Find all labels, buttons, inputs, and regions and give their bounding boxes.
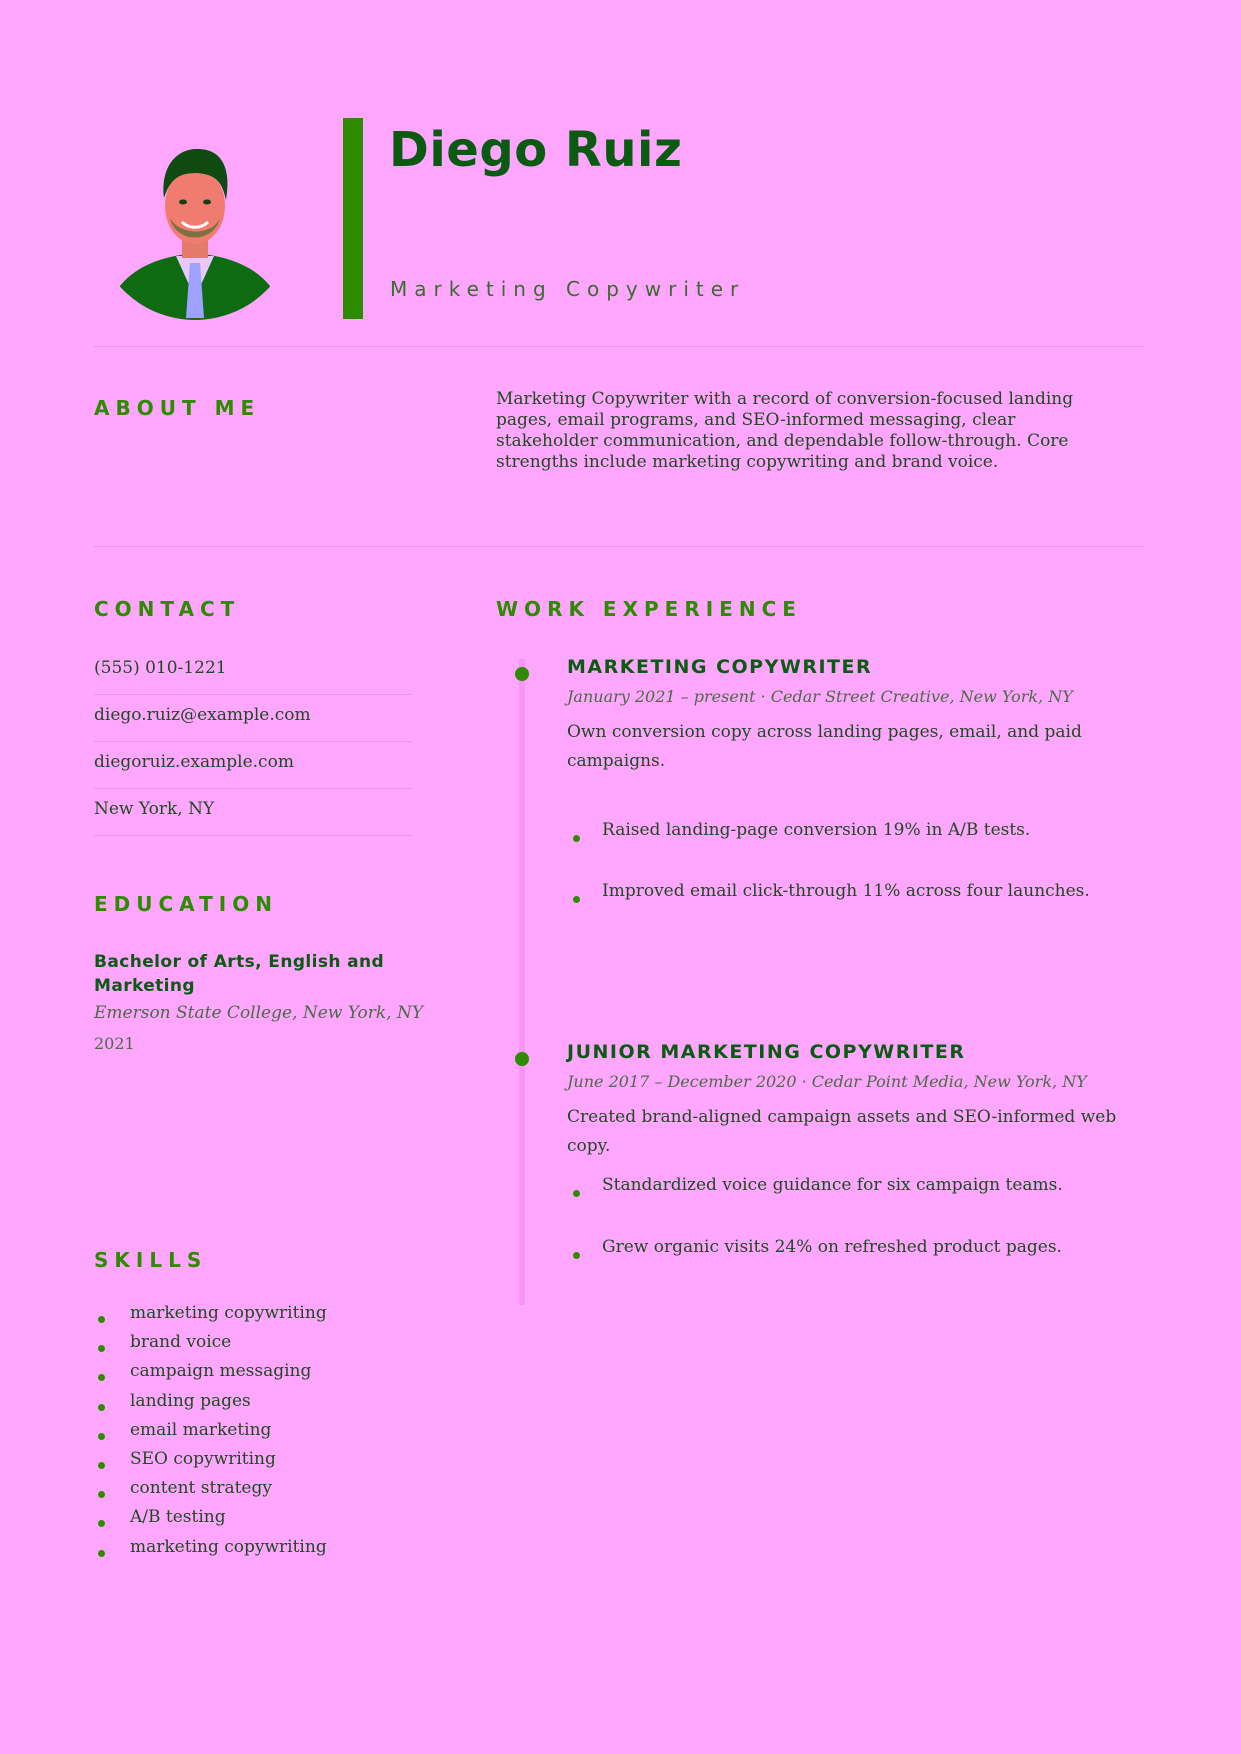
contact-list [94,648,412,836]
job-summary: Own conversion copy across landing pages, email, and paid campaigns. [567,722,1082,771]
skill-label: campaign messaging [130,1361,312,1382]
skill-label: A/B testing [130,1507,226,1528]
timeline-line [519,659,525,1305]
job-summary: Created brand-aligned campaign assets and SEO-informed web copy. [567,1107,1117,1156]
job-meta: June 2017 – December 2020 · Cedar Point Media, New York, NY [567,1072,1087,1091]
contact-website[interactable]: diegoruiz.example.com [94,742,412,789]
skill-item [94,1505,327,1534]
bullet-icon [98,1316,105,1323]
skill-item [94,1447,327,1476]
bullet-icon [573,835,580,842]
experience-heading: WORK EXPERIENCE [496,597,802,621]
bullet-icon [98,1433,105,1440]
bullet-icon [98,1520,105,1527]
contact-location: New York, NY [94,789,412,836]
job-bullet-text: Grew organic visits 24% on refreshed product pages. [602,1237,1062,1257]
skill-label: brand voice [130,1332,232,1353]
divider [94,546,1144,547]
skill-label: marketing copywriting [130,1536,327,1557]
skill-label: landing pages [130,1390,251,1411]
skill-label: SEO copywriting [130,1448,276,1469]
bullet-icon [98,1550,105,1557]
skill-label: content strategy [130,1478,272,1499]
job-bullet-text: Standardized voice guidance for six campaign teams. [602,1175,1063,1195]
skill-item [94,1359,327,1388]
skill-item [94,1330,327,1359]
candidate-name: Diego Ruiz [389,122,683,178]
education-school: Emerson State College, New York, NY [94,1003,424,1023]
job-title: MARKETING COPYWRITER [567,656,873,678]
skill-item [94,1418,327,1447]
skills-list [94,1301,327,1564]
portrait-illustration [94,118,296,320]
timeline-node-icon [515,1052,529,1066]
bullet-icon [573,1190,580,1197]
skill-label: email marketing [130,1419,272,1440]
education-heading: EDUCATION [94,892,278,916]
contact-heading: CONTACT [94,597,241,621]
bullet-icon [98,1462,105,1469]
skill-label: marketing copywriting [130,1303,327,1323]
skill-item [94,1476,327,1505]
skill-item [94,1535,327,1564]
bullet-icon [98,1404,105,1411]
skills-heading: SKILLS [94,1248,208,1272]
education-year: 2021 [94,1034,135,1053]
bullet-icon [573,896,580,903]
education-degree: Bachelor of Arts, English and Marketing [94,952,385,996]
skill-item [94,1301,327,1330]
contact-email[interactable]: diego.ruiz@example.com [94,695,412,742]
header-accent-bar [343,118,363,319]
candidate-headline: Marketing Copywriter [390,277,746,301]
divider [94,346,1144,347]
bullet-icon [573,1252,580,1259]
bullet-icon [98,1491,105,1498]
bullet-icon [98,1374,105,1381]
about-text: Marketing Copywriter with a record of conversion-focused landing pages, email programs, and SEO-informed messaging, clear stakeholder communication, and dependable follow-through. Core strengths include marketing copywriting and brand voice. [496,389,1074,472]
about-heading: ABOUT ME [94,396,261,420]
bullet-icon [98,1345,105,1352]
contact-phone[interactable]: (555) 010-1221 [94,648,412,695]
job-bullet-text: Raised landing-page conversion 19% in A/B tests. [602,820,1031,840]
job-bullet-text: Improved email click-through 11% across four launches. [602,881,1090,901]
job-title: JUNIOR MARKETING COPYWRITER [567,1041,966,1063]
skill-item [94,1389,327,1418]
job-meta: January 2021 – present · Cedar Street Creative, New York, NY [567,687,1073,706]
timeline-node-icon [515,667,529,681]
profile-photo [94,118,296,320]
